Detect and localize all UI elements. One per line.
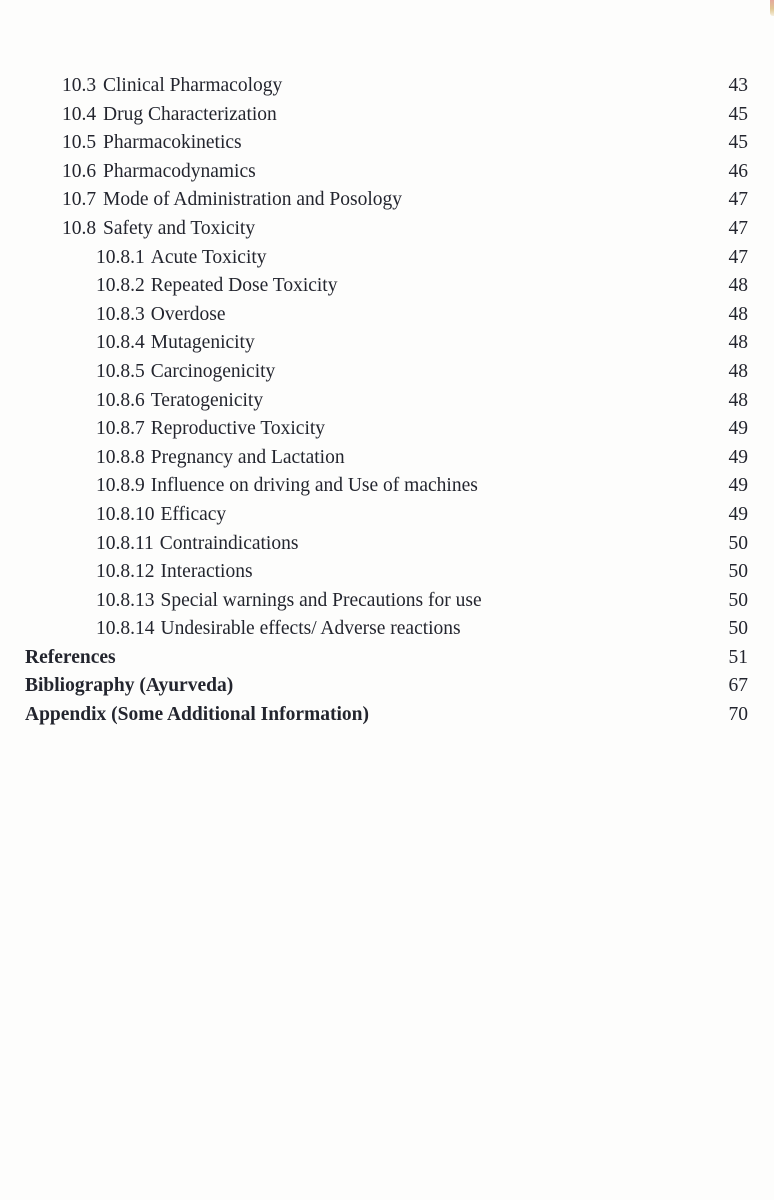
toc-entry-page-number: 47 — [728, 246, 748, 268]
toc-entry-title: Mode of Administration and Posology — [103, 189, 402, 211]
toc-entry-title: Reproductive Toxicity — [150, 418, 326, 440]
toc-entry-number: 10.8.13 — [96, 589, 155, 611]
toc-entry-number: 10.8.3 — [96, 303, 145, 325]
toc-entry-page-number: 50 — [728, 532, 748, 554]
toc-entry-page-number: 49 — [728, 418, 748, 440]
toc-entry-title: Special warnings and Precautions for use — [160, 589, 482, 611]
toc-entry-number: 10.8.4 — [96, 332, 145, 354]
toc-entry-title: Appendix (Some Additional Information) — [25, 704, 370, 726]
toc-entry-page-number: 48 — [728, 332, 748, 354]
toc-entry-page-number: 49 — [728, 475, 748, 497]
toc-entry-title: Drug Characterization — [103, 103, 277, 125]
toc-entry-title: Interactions — [160, 561, 253, 583]
toc-entry-page-number: 43 — [728, 75, 748, 96]
toc-entry — [0, 415, 774, 444]
toc-entry — [0, 672, 774, 701]
toc-entry — [0, 244, 774, 273]
page-edge-artifact — [770, 0, 774, 16]
toc-entry — [0, 444, 774, 473]
toc-entry-page-number: 50 — [728, 589, 748, 611]
toc-entry-page-number: 45 — [728, 132, 748, 154]
toc-entry-number: 10.8.11 — [96, 532, 154, 554]
toc-entry-page-number: 49 — [728, 503, 748, 525]
toc-entry-number: 10.8.6 — [96, 389, 145, 411]
toc-entry-title: Efficacy — [160, 503, 227, 525]
toc-entry-number: 10.4 — [62, 103, 97, 125]
toc-entry-page-number: 45 — [728, 103, 748, 125]
toc-entry — [0, 186, 774, 215]
toc-entry-page-number: 51 — [728, 646, 748, 668]
toc-entry — [0, 301, 774, 330]
toc-entry-number: 10.5 — [62, 132, 97, 154]
toc-entry-number: 10.8 — [62, 217, 97, 239]
toc-entry — [0, 215, 774, 244]
toc-entry — [0, 472, 774, 501]
toc-entry — [0, 101, 774, 130]
toc-entry-page-number: 47 — [728, 189, 748, 211]
toc-entry-page-number: 46 — [728, 160, 748, 182]
toc-entry-title: Repeated Dose Toxicity — [150, 275, 338, 297]
toc-entry-number: 10.8.12 — [96, 561, 155, 583]
toc-entry — [0, 501, 774, 530]
toc-entry-number: 10.8.2 — [96, 275, 145, 297]
toc-entry-number: 10.8.9 — [96, 475, 145, 497]
toc-entry-title: Pregnancy and Lactation — [150, 446, 345, 468]
toc-entry-number: 10.8.7 — [96, 418, 145, 440]
toc-entry-number: 10.8.1 — [96, 246, 145, 268]
toc-entry-title: Influence on driving and Use of machines — [150, 475, 478, 497]
toc-entry-page-number: 47 — [728, 217, 748, 239]
toc-entry-title: Overdose — [150, 303, 226, 325]
toc-entry — [0, 329, 774, 358]
toc-entry — [0, 701, 774, 730]
toc-entry-title: Mutagenicity — [150, 332, 255, 354]
toc-entry — [0, 158, 774, 187]
toc-entry-page-number: 67 — [728, 675, 748, 697]
toc-entry-title: Carcinogenicity — [150, 360, 276, 382]
toc-entry-number: 10.8.5 — [96, 360, 145, 382]
toc-entry-title: Undesirable effects/ Adverse reactions — [160, 618, 461, 640]
toc-entry — [0, 72, 774, 101]
toc-entry-page-number: 49 — [728, 446, 748, 468]
toc-entry-title: Pharmacodynamics — [103, 160, 256, 182]
toc-entry-number: 10.7 — [62, 189, 97, 211]
toc-entry-title: Clinical Pharmacology — [103, 75, 283, 96]
toc-entry-number: 10.3 — [62, 75, 97, 96]
toc-entry — [0, 530, 774, 559]
toc-entry-title: Teratogenicity — [150, 389, 264, 411]
toc-entry — [0, 272, 774, 301]
toc-entry-number: 10.6 — [62, 160, 97, 182]
toc-entry — [0, 558, 774, 587]
toc-entry-title: References — [25, 646, 116, 668]
toc-entry-title: Safety and Toxicity — [103, 217, 256, 239]
toc-entry-page-number: 70 — [728, 704, 748, 726]
toc-entry — [0, 129, 774, 158]
toc-entry-title: Acute Toxicity — [150, 246, 267, 268]
toc-entry-page-number: 50 — [728, 561, 748, 583]
table-of-contents — [0, 72, 774, 730]
toc-entry — [0, 644, 774, 673]
toc-entry-number: 10.8.8 — [96, 446, 145, 468]
toc-entry-title: Contraindications — [159, 532, 299, 554]
toc-entry-page-number: 48 — [728, 360, 748, 382]
toc-entry-page-number: 50 — [728, 618, 748, 640]
toc-entry — [0, 358, 774, 387]
toc-entry-page-number: 48 — [728, 389, 748, 411]
toc-entry-page-number: 48 — [728, 275, 748, 297]
toc-entry-number: 10.8.10 — [96, 503, 155, 525]
toc-entry-number: 10.8.14 — [96, 618, 155, 640]
toc-entry-title: Pharmacokinetics — [103, 132, 242, 154]
toc-entry-page-number: 48 — [728, 303, 748, 325]
toc-entry-title: Bibliography (Ayurveda) — [25, 675, 234, 697]
toc-entry — [0, 615, 774, 644]
toc-entry — [0, 587, 774, 616]
toc-entry — [0, 387, 774, 416]
